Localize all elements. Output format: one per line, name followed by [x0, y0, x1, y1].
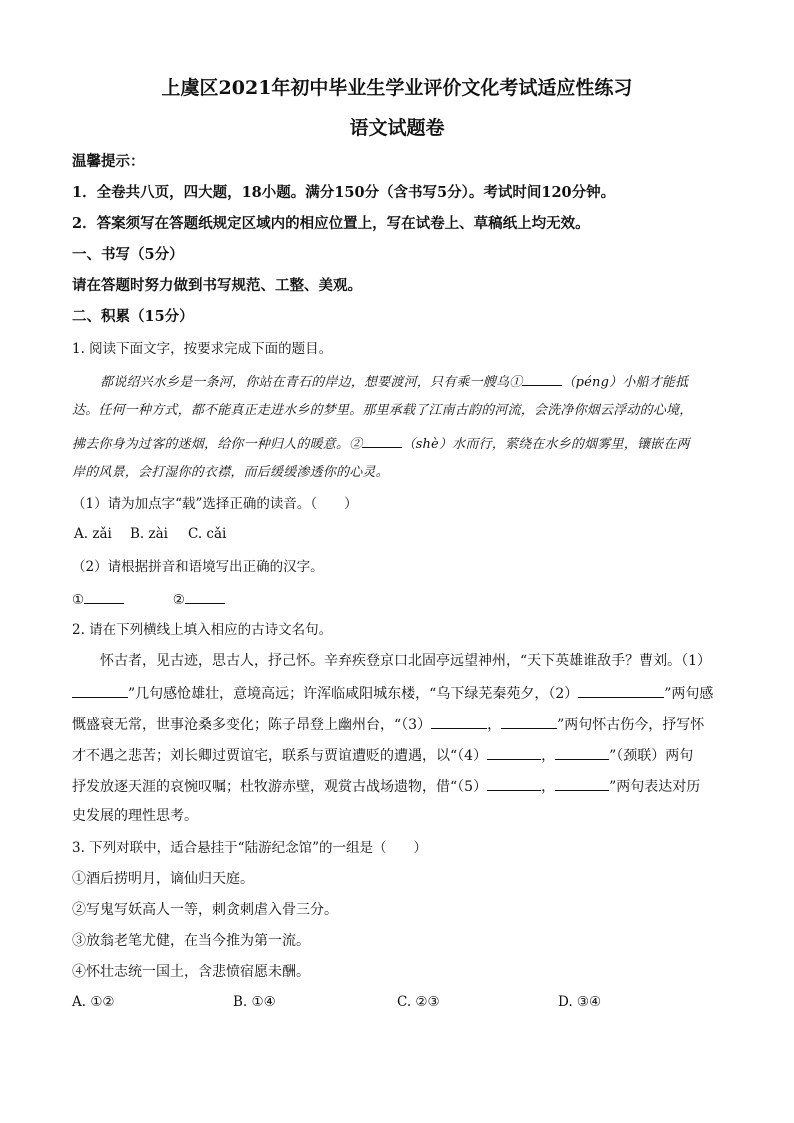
q2-line-3 — [72, 713, 724, 735]
q1-answer-blank-2[interactable] — [185, 588, 225, 604]
q2-blank-3b[interactable] — [501, 713, 557, 729]
q3-item-2: ②写鬼写妖高人一等，刺贪刺虐入骨三分。 — [72, 902, 338, 918]
q2-text: ”两句感 — [664, 686, 714, 702]
q2-line-6: 史发展的理性思考。 — [72, 808, 198, 824]
q1-passage-text: （péng）小船才能抵 — [562, 375, 689, 390]
q1-passage-line-3 — [72, 432, 724, 455]
q2-blank-1[interactable] — [72, 682, 128, 698]
q1-blank-2[interactable] — [362, 432, 402, 448]
q2-blank-4b[interactable] — [555, 744, 609, 760]
q1-answer-blank-1[interactable] — [84, 588, 124, 604]
q3-stem: 3. 下列对联中，适合悬挂于“陆游纪念馆”的一组是（ ） — [72, 840, 427, 856]
q2-line-5 — [72, 775, 724, 797]
q1-option-a[interactable]: A. zǎi — [74, 526, 112, 542]
q2-stem: 2. 请在下列横线上填入相应的古诗文名句。 — [72, 622, 333, 638]
section-1-instruction: 请在答题时努力做到书写规范、工整、美观。 — [72, 277, 362, 294]
q2-text: ”两句怀古伤今，抒写怀 — [557, 717, 705, 733]
q1-answer-label-2: ② — [172, 592, 185, 608]
q1-sub-question-1: （1）请为加点字“载”选择正确的读音。（ ） — [72, 496, 358, 512]
q1-passage-line-1 — [100, 370, 720, 393]
q3-item-3: ③放翁老笔尤健，在当今推为第一流。 — [72, 933, 310, 949]
q1-passage-text: 都说绍兴水乡是一条河，你站在青石的岸边，想要渡河，只有乘一艘乌① — [100, 375, 523, 390]
q1-option-b[interactable]: B. zài — [130, 526, 168, 542]
q3-option-d[interactable]: D. ③④ — [558, 994, 602, 1010]
q1-sub-question-2: （2）请根据拼音和语境写出正确的汉字。 — [72, 559, 324, 575]
q1-passage-text: （shè）水而行，萦绕在水乡的烟雾里，镶嵌在两 — [402, 437, 690, 452]
q3-option-b[interactable]: B. ①④ — [233, 994, 276, 1010]
notice-heading: 温馨提示： — [72, 153, 145, 170]
q2-text: 抒发放逐天涯的哀惋叹嘱；杜牧游赤壁，观赏古战场遗物，借“（5） — [72, 779, 488, 795]
q3-option-a[interactable]: A. ①② — [72, 994, 115, 1010]
exam-subtitle: 语文试题卷 — [349, 117, 445, 139]
notice-item-1: 1．全卷共八页，四大题，18小题。满分150分（含书写5分）。考试时间120分钟。 — [72, 184, 616, 201]
notice-item-2: 2．答案须写在答题纸规定区域内的相应位置上，写在试卷上、草稿纸上均无效。 — [72, 215, 590, 232]
q1-passage-line-4: 岸的风景，会打湿你的衣襟，而后缓缓渗透你的心灵。 — [72, 465, 389, 480]
section-2-heading: 二、积累（15分） — [72, 308, 194, 325]
q3-option-c[interactable]: C. ②③ — [397, 994, 440, 1010]
q1-stem: 1. 阅读下面文字，按要求完成下面的题目。 — [72, 341, 333, 357]
q2-text: ， — [541, 748, 556, 764]
q2-line-1: 怀古者，见古迹，思古人，抒己怀。辛弃疾登京口北固亭远望神州，“天下英雄谁敌手？曹刘。（1） — [100, 653, 712, 669]
q2-blank-2[interactable] — [578, 682, 664, 698]
q2-blank-4a[interactable] — [487, 744, 541, 760]
q2-text: ， — [487, 717, 502, 733]
q1-passage-text: 拂去你身为过客的迷烟，给你一种归人的暖意。② — [72, 437, 363, 452]
q2-line-4 — [72, 744, 724, 766]
exam-title: 上虞区2021年初中毕业生学业评价文化考试适应性练习 — [161, 77, 633, 99]
q3-item-4: ④怀壮志统一国土，含悲愤宿愿未酬。 — [72, 964, 310, 980]
q2-blank-3a[interactable] — [431, 713, 487, 729]
q2-text: ”两句表达对历 — [609, 779, 701, 795]
q1-answer-blanks — [72, 588, 724, 610]
q2-text: ， — [541, 779, 556, 795]
q1-passage-line-2: 达。任何一种方式，都不能真正走进水乡的梦里。那里承载了江南古韵的河流，会洗净你烟云浮动的心境， — [72, 403, 693, 418]
q2-text: 慨盛衰无常，世事沧桑多变化；陈子昂登上幽州台，“（3） — [72, 717, 432, 733]
q1-answer-label-1: ① — [72, 592, 85, 608]
q2-text: ”几句感怆雄壮，意境高远；许浑临咸阳城东楼，“乌下绿芜秦苑夕，（2） — [128, 686, 579, 702]
q2-blank-5a[interactable] — [487, 775, 541, 791]
q2-text: ”（颈联）两句 — [609, 748, 694, 764]
section-1-heading: 一、书写（5分） — [72, 246, 184, 263]
q1-blank-1[interactable] — [522, 370, 562, 386]
q2-blank-5b[interactable] — [555, 775, 609, 791]
q1-option-c[interactable]: C. cǎi — [188, 526, 227, 542]
q2-text: 才不遇之悲苦；刘长卿过贾谊宅，联系与贾谊遭贬的遭遇，以“（4） — [72, 748, 488, 764]
q3-item-1: ①酒后捞明月，谪仙归天庭。 — [72, 871, 254, 887]
q2-line-2 — [72, 682, 724, 704]
